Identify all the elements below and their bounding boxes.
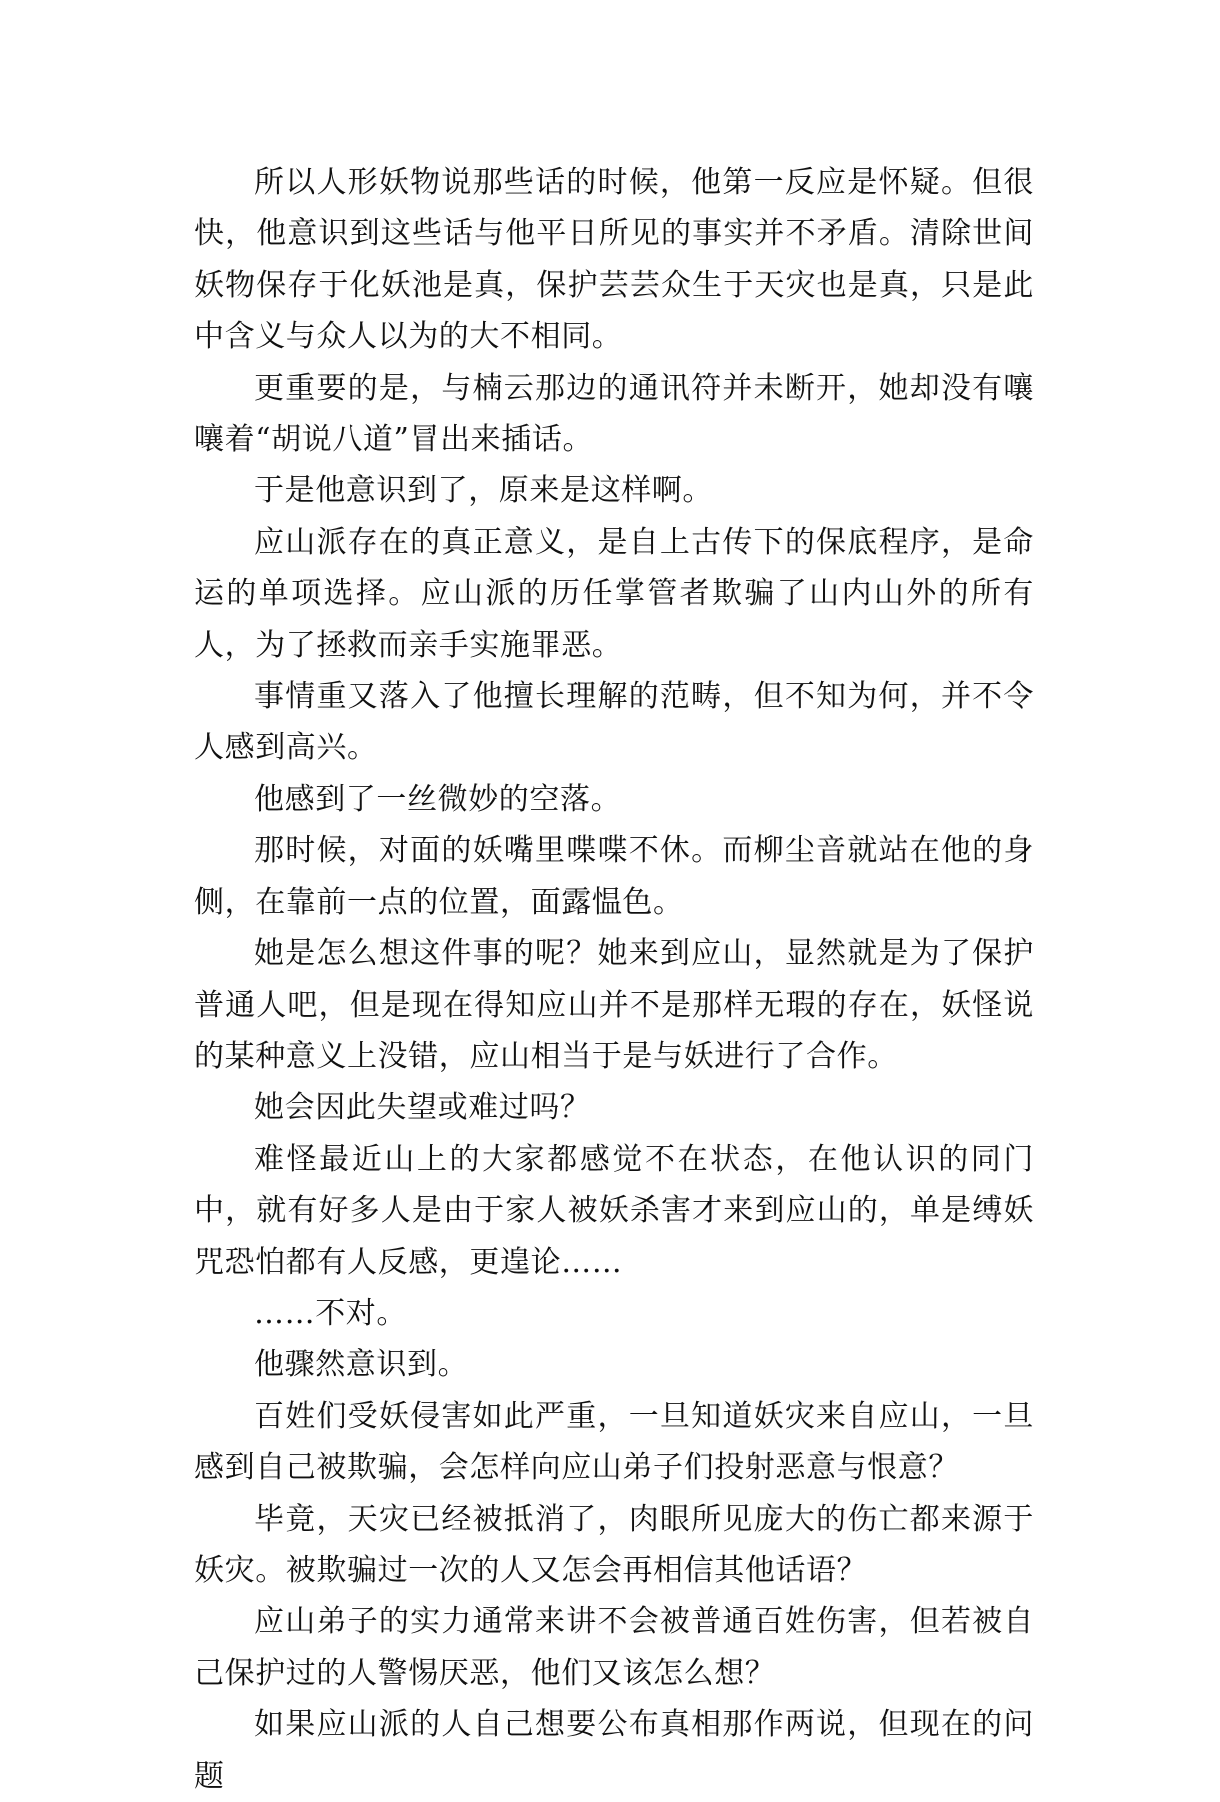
- paragraph: 他感到了一丝微妙的空落。: [254, 781, 622, 817]
- paragraph: 他骤然意识到。: [254, 1347, 469, 1383]
- paragraph: 百姓们受妖侵害如此严重，一旦知道妖灾来自应山，一旦感到自己被欺骗，会怎样向应山弟子们投射恶意与恨意？: [194, 1398, 1034, 1486]
- paragraph: 毕竟，天灾已经被抵消了，肉眼所见庞大的伤亡都来源于妖灾。被欺骗过一次的人又怎会再相信其他话语？: [194, 1501, 1034, 1588]
- paragraph: 如果应山派的人自己想要公布真相那作两说，但现在的问题: [194, 1707, 1034, 1794]
- paragraph: 她会因此失望或难过吗？: [254, 1090, 591, 1126]
- paragraph: 应山派存在的真正意义，是自上古传下的保底程序，是命运的单项选择。应山派的历任掌管者欺骗了山内山外的所有人，为了拯救而亲手实施罪恶。: [194, 524, 1034, 663]
- paragraph: 所以人形妖物说那些话的时候，他第一反应是怀疑。但很快，他意识到这些话与他平日所见的事实并不矛盾。清除世间妖物保存于化妖池是真，保护芸芸众生于天灾也是真，只是此中含义与众人以为的大不相同。: [194, 165, 1034, 355]
- paragraph: 事情重又落入了他擅长理解的范畴，但不知为何，并不令人感到高兴。: [194, 679, 1034, 766]
- paragraph: ……不对。: [254, 1295, 407, 1331]
- paragraph: 她是怎么想这件事的呢？她来到应山，显然就是为了保护普通人吧，但是现在得知应山并不是那样无瑕的存在，妖怪说的某种意义上没错，应山相当于是与妖进行了合作。: [194, 936, 1034, 1074]
- body-text: [194, 157, 1034, 1802]
- paragraph: 于是他意识到了，原来是这样啊。: [254, 473, 713, 509]
- paragraph: 难怪最近山上的大家都感觉不在状态，在他认识的同门中，就有好多人是由于家人被妖杀害才来到应山的，单是缚妖咒恐怕都有人反感，更遑论……: [194, 1141, 1034, 1280]
- paragraph: 更重要的是，与楠云那边的通讯符并未断开，她却没有嚷嚷着“胡说八道”冒出来插话。: [194, 370, 1034, 458]
- paragraph: 那时候，对面的妖嘴里喋喋不休。而柳尘音就站在他的身侧，在靠前一点的位置，面露愠色。: [194, 833, 1034, 920]
- paragraph: 应山弟子的实力通常来讲不会被普通百姓伤害，但若被自己保护过的人警惕厌恶，他们又该怎么想？: [194, 1604, 1034, 1691]
